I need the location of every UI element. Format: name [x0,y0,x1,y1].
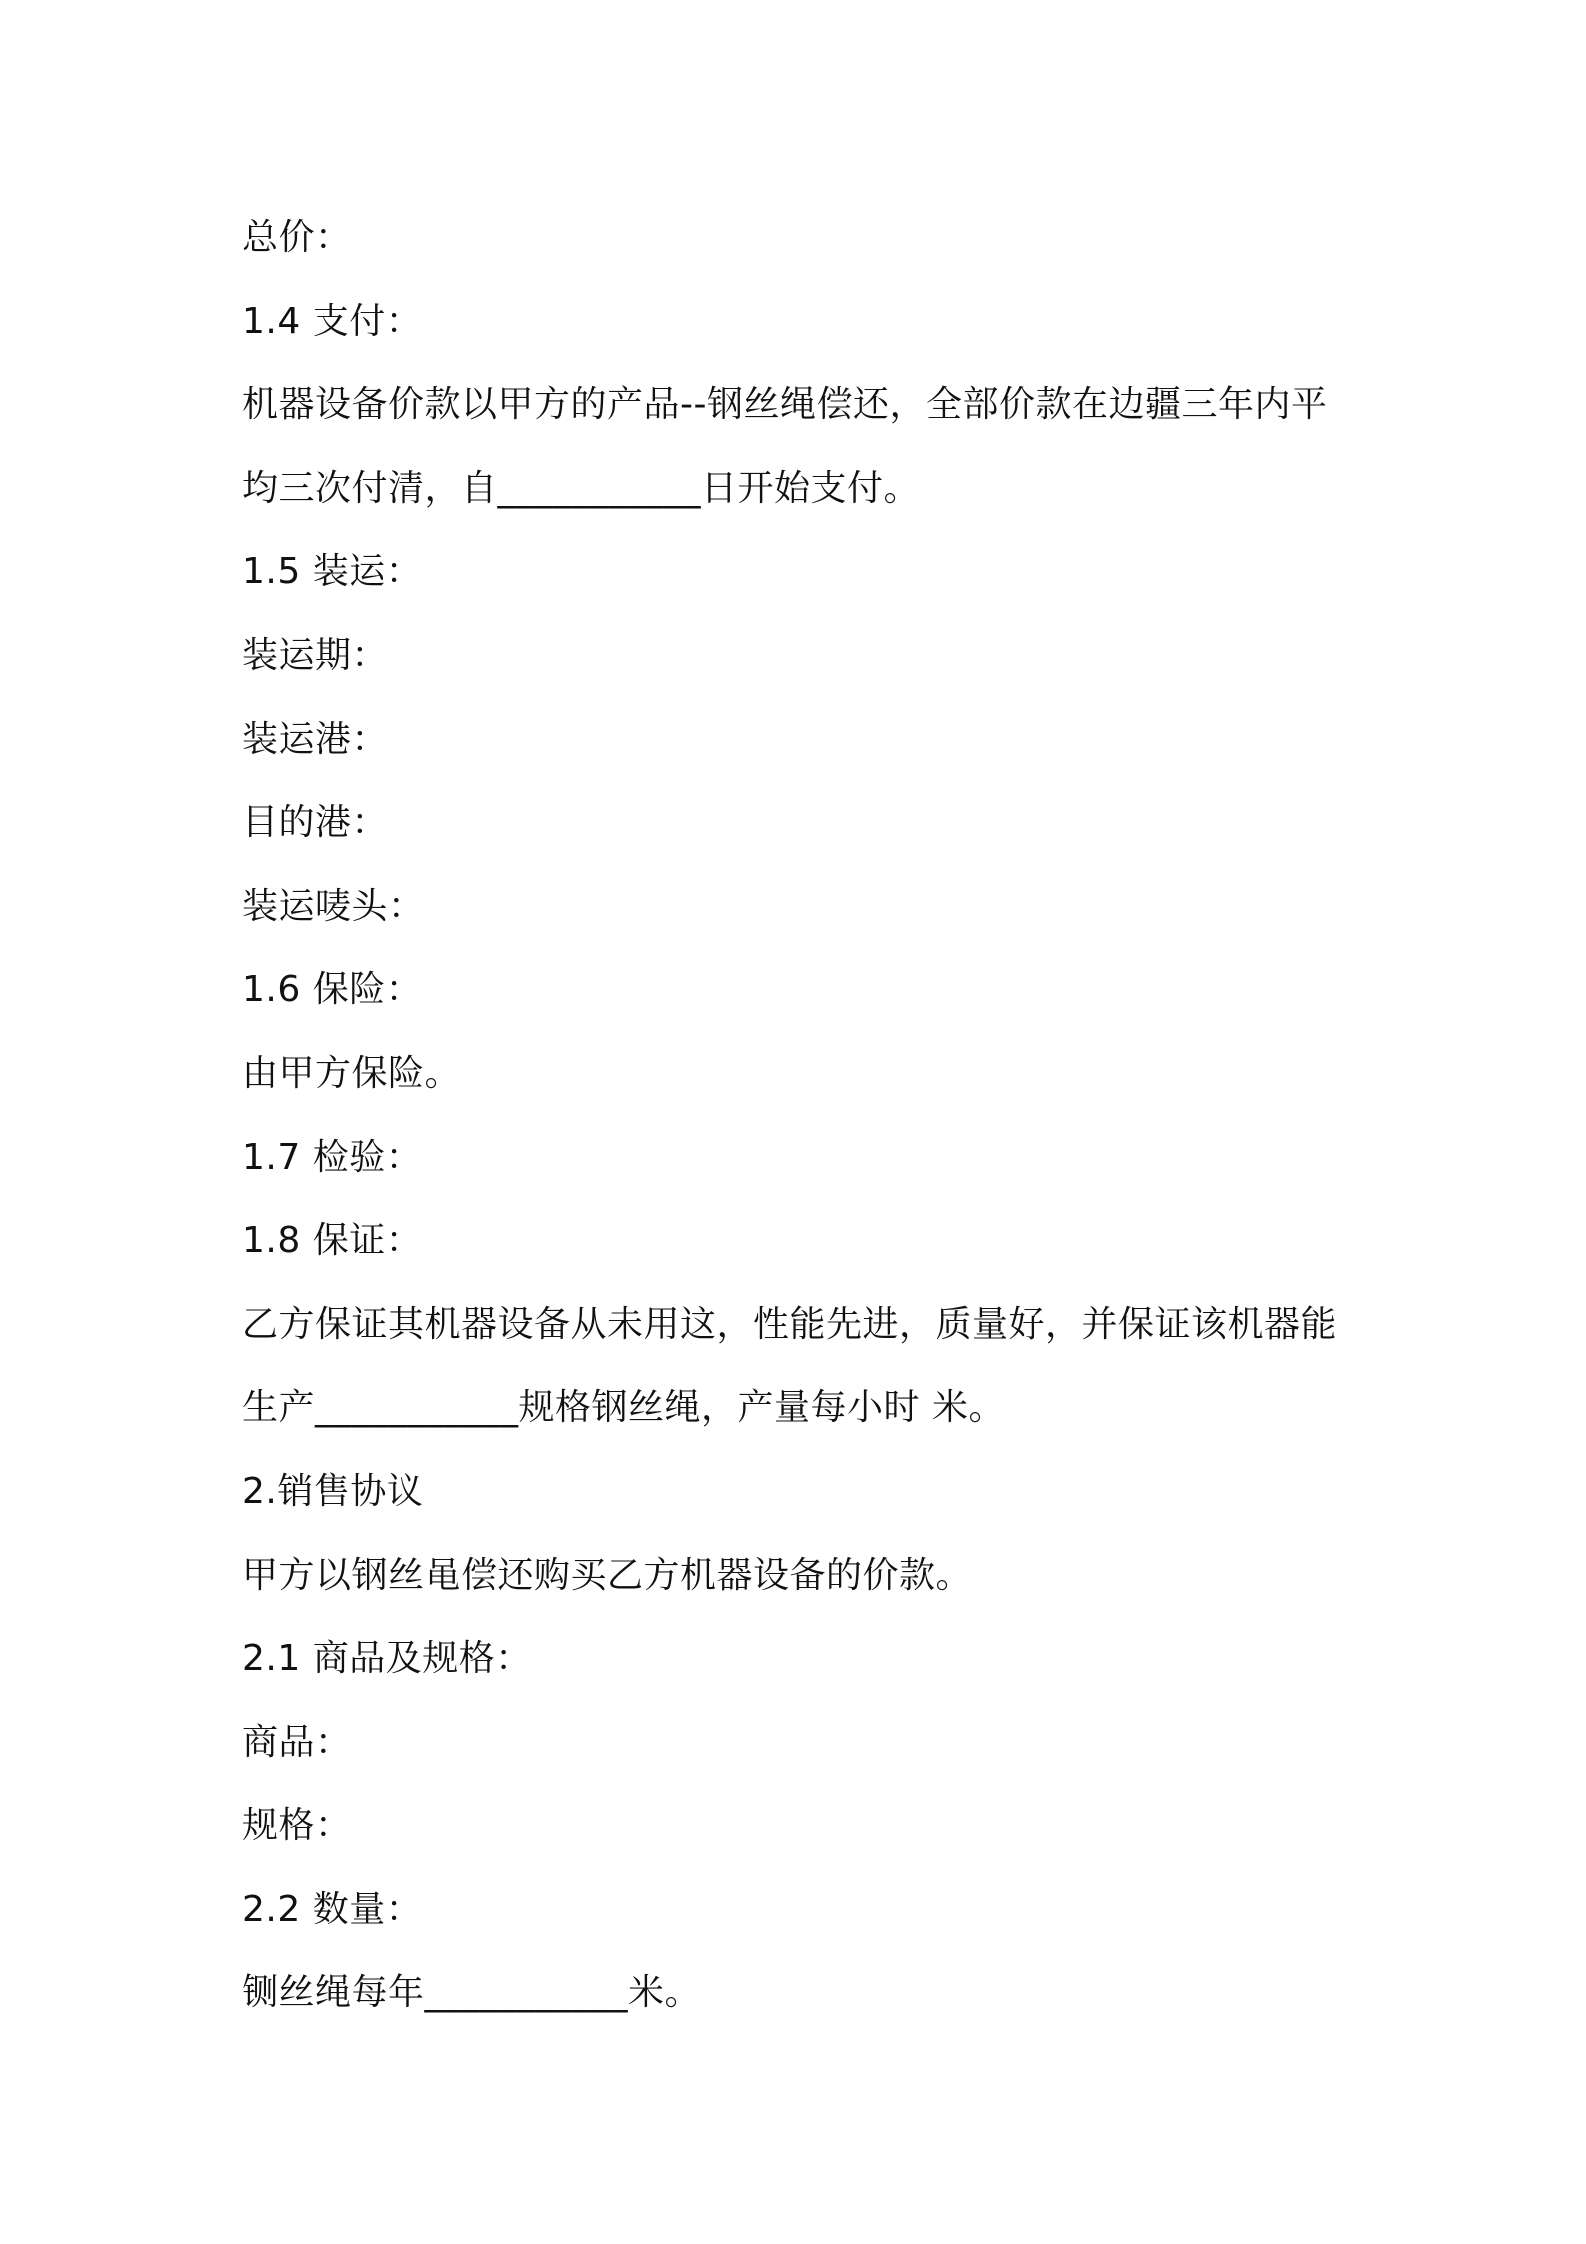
paragraph-line: 均三次付清，自___________日开始支付。 [242,467,921,509]
paragraph-line: 由甲方保险。 [242,1052,462,1094]
section-heading-insurance: 1.6 保险： [242,969,423,1011]
specification-label: 规格： [242,1805,352,1847]
port-of-loading-label: 装运港： [242,718,389,760]
section-heading-quantity: 2.2 数量： [242,1888,423,1930]
section-heading-payment: 1.4 支付： [242,300,423,342]
total-price-label: 总价： [242,217,352,258]
paragraph-line: 生产___________规格钢丝绳，产量每小时 米。 [242,1387,1005,1429]
paragraph-line: 机器设备价款以甲方的产品--钢丝绳偿还，全部价款在边疆三年内平 [242,384,1328,426]
paragraph-line: 铡丝绳每年___________米。 [242,1972,702,2014]
paragraph-line: 甲方以钢丝黾偿还购买乙方机器设备的价款。 [242,1554,973,1596]
port-of-destination-label: 目的港： [242,802,389,844]
shipping-marks-label: 装运唛头： [242,885,425,927]
section-heading-sales-agreement: 2.销售协议 [242,1470,424,1512]
section-heading-shipment: 1.5 装运： [242,551,423,593]
document-body [242,196,1362,2035]
section-heading-goods-spec: 2.1 商品及规格： [242,1638,532,1680]
paragraph-line: 乙方保证其机器设备从未用这，性能先进，质量好，并保证该机器能 [242,1303,1338,1345]
shipment-period-label: 装运期： [242,634,389,676]
goods-label: 商品： [242,1721,352,1763]
section-heading-inspection: 1.7 检验： [242,1136,423,1178]
section-heading-guarantee: 1.8 保证： [242,1220,423,1262]
